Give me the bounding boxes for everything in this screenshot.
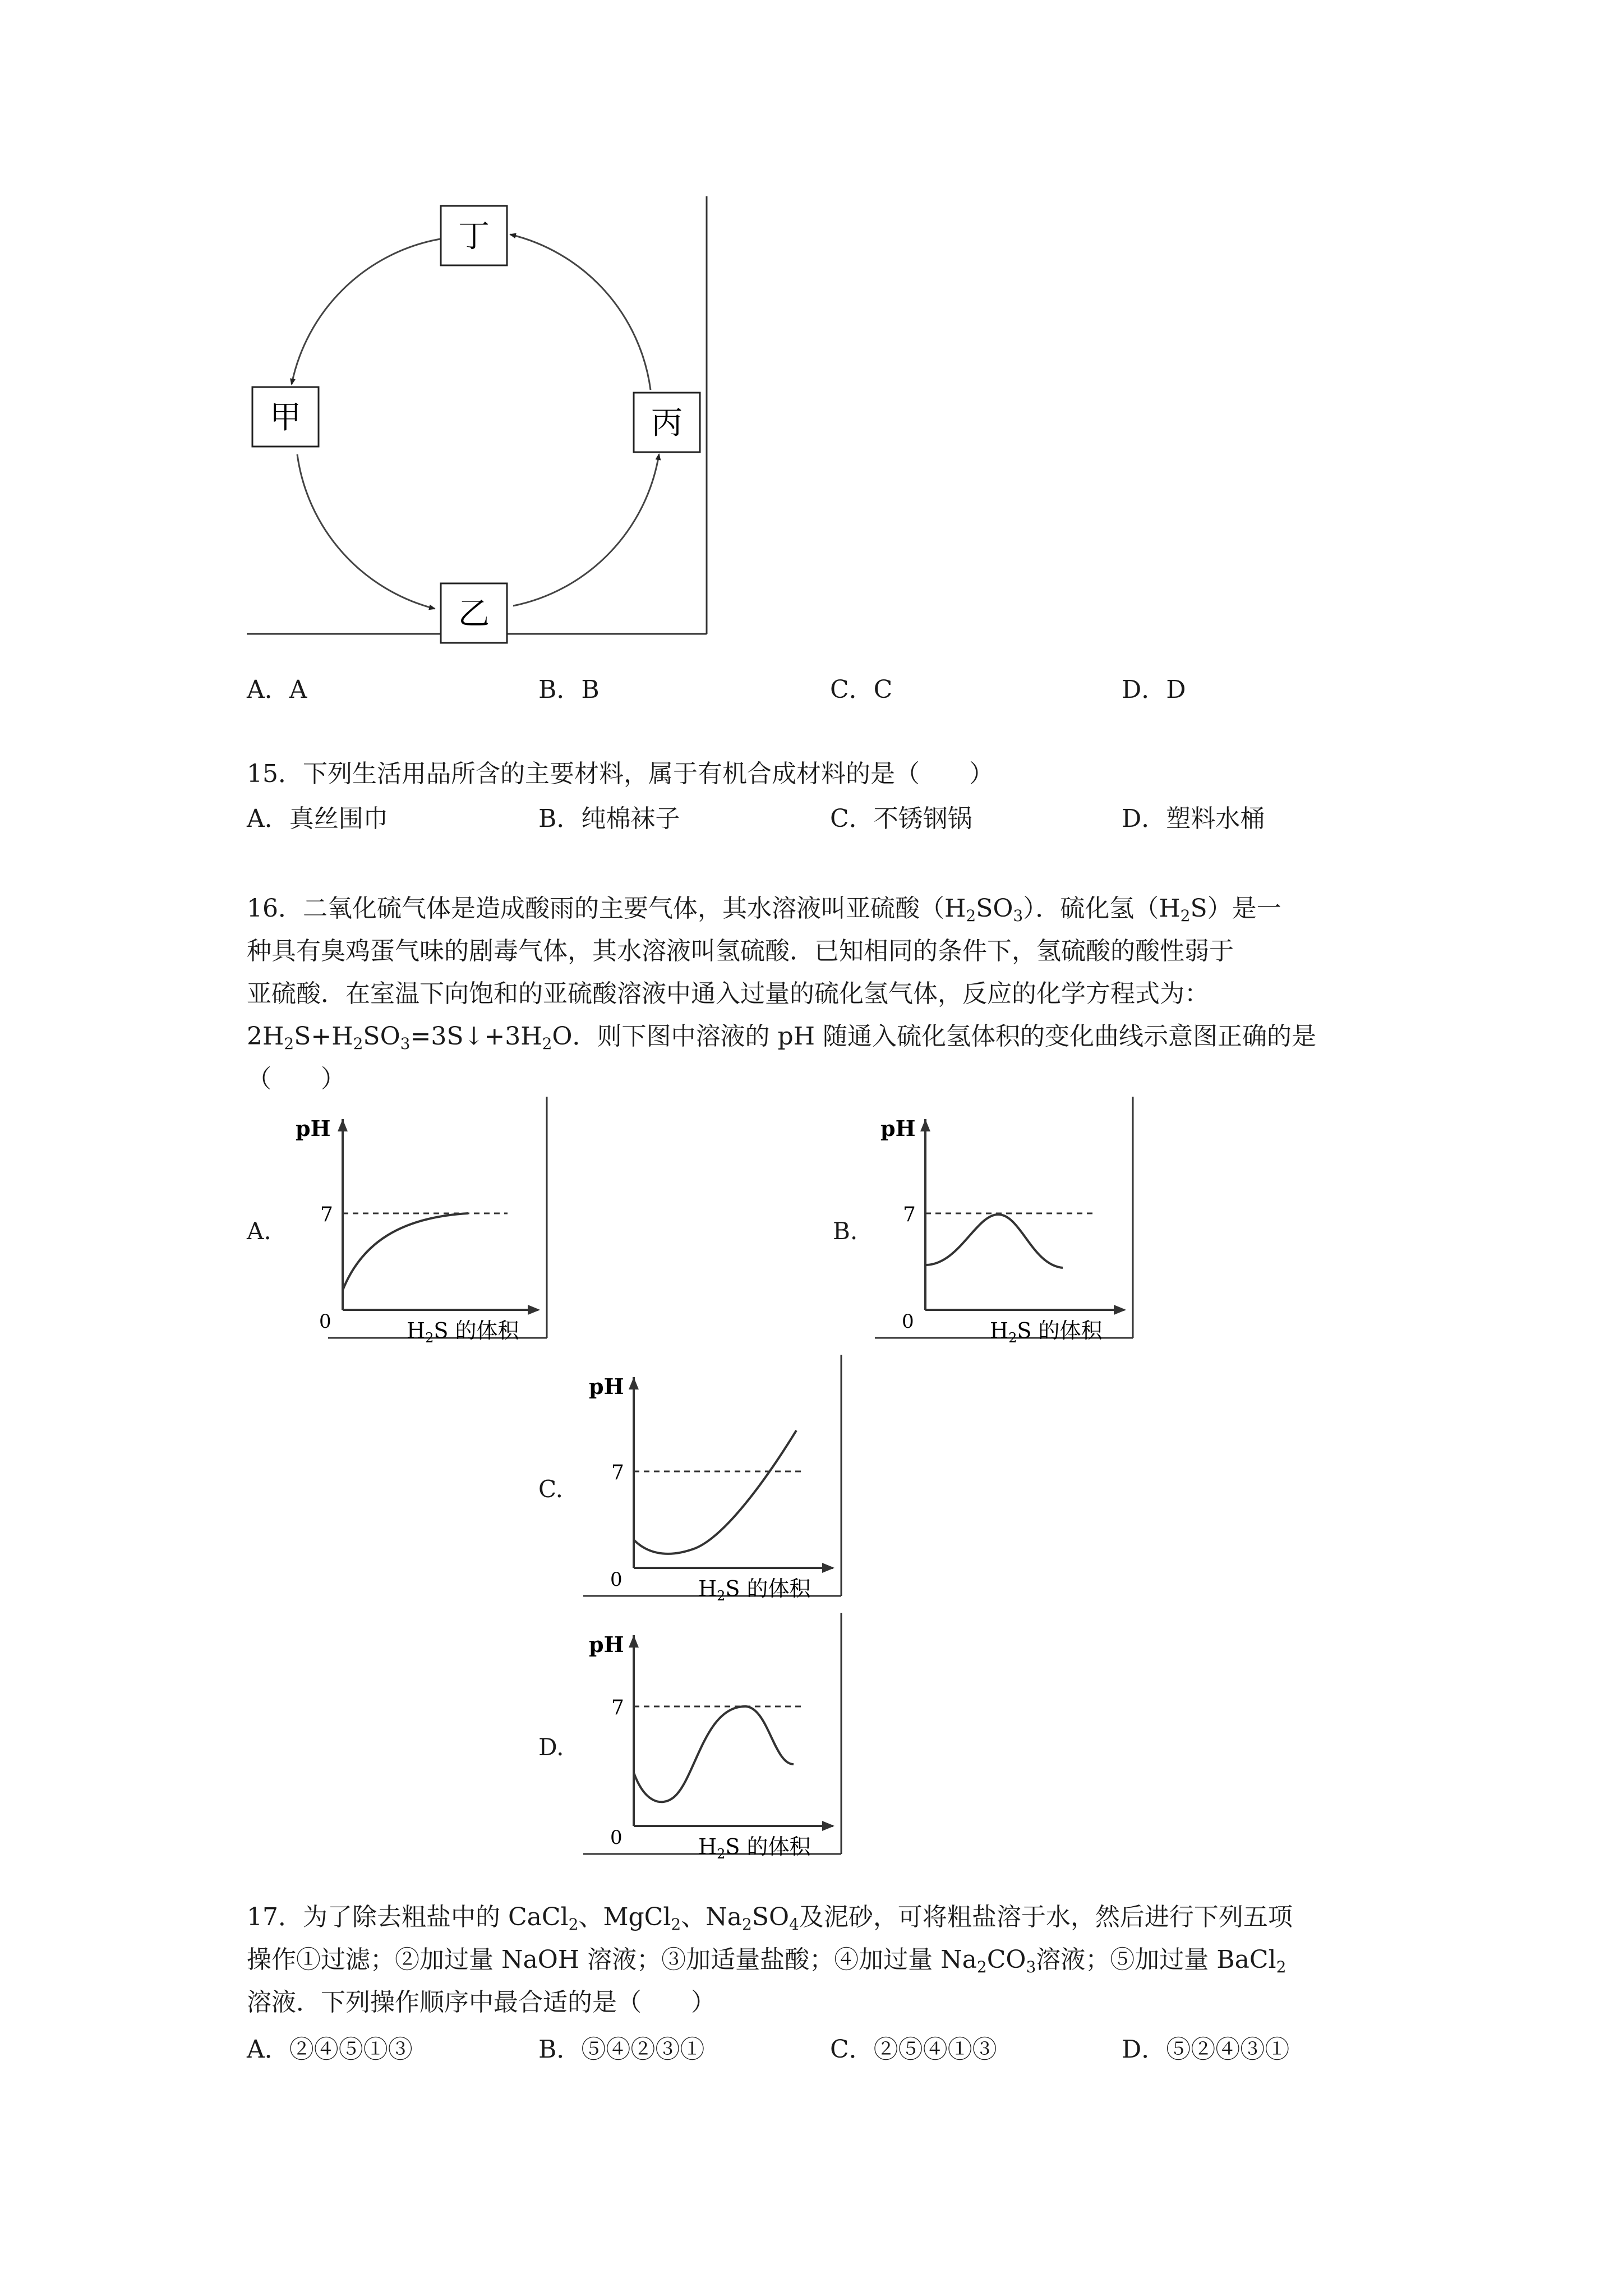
q14-option-a[interactable]: A．A (247, 675, 307, 704)
svg-text:0: 0 (610, 1568, 623, 1591)
svg-text:丙: 丙 (651, 405, 683, 441)
q17-line-1: 17．为了除去粗盐中的 CaCl$_2$、MgCl$_2$、$Na_2SO_4$及泥砂，可将粗盐溶于水，然后进行下列五项 (247, 1903, 1293, 1934)
q16-line-5: （ ） (247, 1065, 345, 1093)
ph-curve-c (634, 1430, 796, 1554)
svg-text:7: 7 (903, 1203, 916, 1226)
svg-text:7: 7 (611, 1696, 624, 1719)
graph-d[interactable] (583, 1613, 852, 1865)
svg-text:0: 0 (902, 1310, 914, 1333)
q16-line-4: $2H_2S+H_2SO_3=3S↓+3H_2O$．则下图中溶液的 pH 随通入硫化氢体积的变化曲线示意图正确的是 (247, 1022, 1316, 1053)
svg-text:H2S 的体积: $H_2S$ 的体积 (698, 1834, 811, 1862)
ph-curve-b (925, 1214, 1063, 1268)
arc-jia-to-yi (297, 454, 435, 609)
q16-stem (247, 887, 1391, 1101)
q14-option-c[interactable]: C．C (830, 675, 893, 704)
graph-b[interactable] (875, 1097, 1144, 1349)
svg-text:0: 0 (610, 1826, 623, 1849)
q17-option-b[interactable]: B．⑤④②③① (538, 2035, 705, 2064)
q17-option-c[interactable]: C．②⑤④①③ (830, 2035, 997, 2064)
svg-text:7: 7 (320, 1203, 333, 1226)
svg-text:H2S 的体积: $H_2S$ 的体积 (407, 1318, 519, 1346)
svg-text:7: 7 (611, 1461, 624, 1484)
graph-a[interactable] (289, 1097, 558, 1349)
q15-option-c[interactable]: C．不锈钢锅 (830, 804, 972, 833)
q16-option-a-label[interactable]: A. (247, 1217, 271, 1245)
q17-option-a[interactable]: A．②④⑤①③ (247, 2035, 413, 2064)
q16-option-b-label[interactable]: B. (833, 1217, 858, 1245)
q17-option-d[interactable]: D．⑤②④③① (1122, 2035, 1290, 2064)
svg-text:丁: 丁 (458, 218, 490, 255)
svg-text:pH: pH (880, 1116, 916, 1141)
q17-line-3: 溶液．下列操作顺序中最合适的是（ ） (247, 1988, 716, 2017)
cycle-diagram (241, 191, 735, 656)
svg-text:H2S 的体积: $H_2S$ 的体积 (698, 1576, 811, 1604)
ph-curve-a (343, 1213, 468, 1290)
svg-text:H2S 的体积: $H_2S$ 的体积 (990, 1318, 1103, 1346)
q14-option-b[interactable]: B．B (538, 675, 600, 704)
q16-line-2: 种具有臭鸡蛋气味的剧毒气体，其水溶液叫氢硫酸．已知相同的条件下，氢硫酸的酸性弱于 (247, 937, 1234, 965)
arc-bing-to-ding (510, 234, 651, 390)
graph-c[interactable] (583, 1355, 852, 1607)
box-ding (441, 206, 507, 265)
arc-yi-to-bing (513, 454, 659, 606)
q15-option-d[interactable]: D．塑料水桶 (1122, 804, 1265, 833)
ph-curve-d (634, 1706, 794, 1802)
q16-line-3: 亚硫酸．在室温下向饱和的亚硫酸溶液中通入过量的硫化氢气体，反应的化学方程式为： (247, 979, 1209, 1008)
svg-text:pH: pH (296, 1116, 331, 1141)
box-bing (634, 393, 700, 452)
svg-text:0: 0 (319, 1310, 331, 1333)
q15-option-a[interactable]: A．真丝围巾 (247, 804, 388, 833)
q16-option-d-label[interactable]: D. (538, 1733, 564, 1761)
q15-option-b[interactable]: B．纯棉袜子 (538, 804, 680, 833)
q16-line-1: 16．二氧化硫气体是造成酸雨的主要气体，其水溶液叫亚硫酸$(H_2SO_3)$．硫化氢$(H_2S)$是一 (247, 894, 1281, 925)
q14-option-d[interactable]: D．D (1122, 675, 1186, 704)
svg-text:乙: 乙 (458, 596, 490, 632)
box-jia (252, 387, 319, 447)
svg-text:甲: 甲 (270, 399, 301, 436)
arc-ding-to-jia (292, 239, 440, 384)
svg-text:pH: pH (589, 1374, 624, 1399)
svg-text:pH: pH (589, 1632, 624, 1657)
q15-stem: 15．下列生活用品所含的主要材料，属于有机合成材料的是（ ） (247, 760, 994, 788)
q17-stem (247, 1896, 1391, 2024)
q17-line-2: 操作①过滤；②加过量 NaOH 溶液；③加适量盐酸；④加过量 $Na_2CO_3$溶液；⑤加过量 BaCl$_2$ (247, 1945, 1287, 1976)
box-yi (441, 583, 507, 643)
q16-option-c-label[interactable]: C. (538, 1475, 563, 1503)
